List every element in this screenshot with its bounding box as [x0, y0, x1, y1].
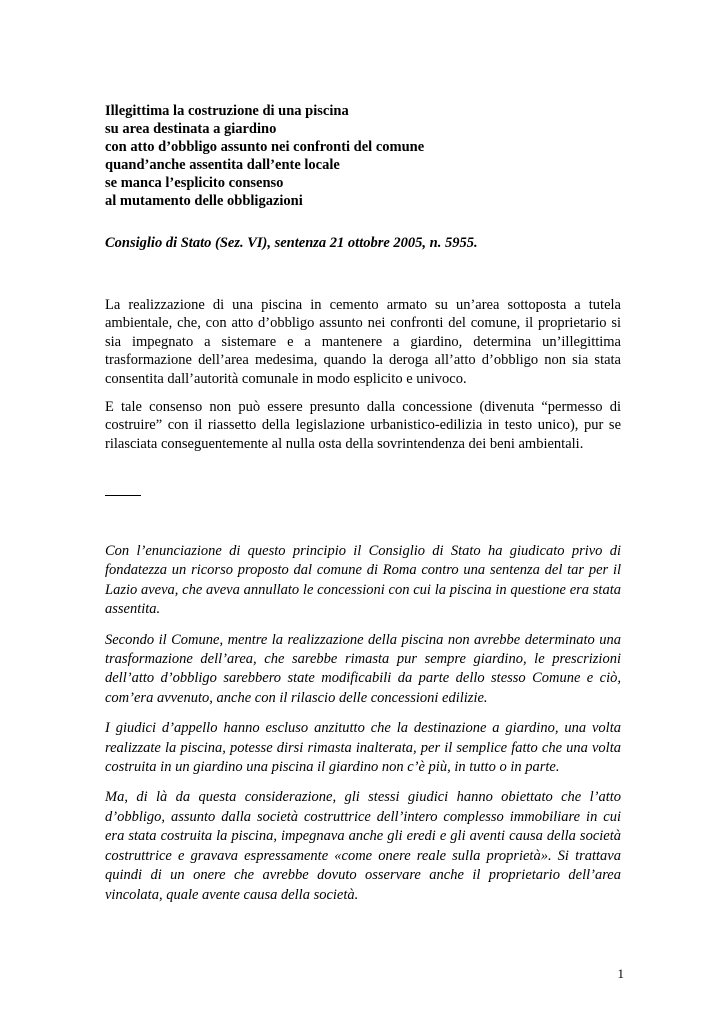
- document-title: [105, 102, 625, 210]
- commentary-section: [105, 542, 621, 916]
- case-citation: Consiglio di Stato (Sez. VI), sentenza 21 ottobre 2005, n. 5955.: [105, 235, 478, 251]
- commentary-paragraph: Ma, di là da questa considerazione, gli stessi giudici hanno obiettato che l’atto d’obbligo, assunto dalla società costruttrice dell’intero complesso immobiliare in cui era stata costruita la piscina, impegnava anche gli eredi e gli aventi causa della società costruttrice e gravava espressamente «come onere reale sulla proprietà». Si trattava quindi di un onere che avrebbe dovuto osservare anche il proprietario dell’area vincolata, quale avente causa della società.: [105, 789, 621, 903]
- summary-paragraph: E tale consenso non può essere presunto dalla concessione (divenuta “permesso di costruire” con il riassetto della legislazione urbanistico-edilizia in testo unico), pur se rilasciata conseguentemente al nulla osta della sovrintendenza dei beni ambientali.: [105, 399, 621, 452]
- commentary-paragraph: Con l’enunciazione di questo principio il Consiglio di Stato ha giudicato privo di fondatezza un ricorso proposto dal comune di Roma contro una sentenza del tar per il Lazio aveva, che aveva annullato le concessioni con cui la piscina in questione era stata assentita.: [105, 543, 621, 618]
- title-line: con atto d’obbligo assunto nei confronti del comune: [105, 139, 425, 155]
- title-line: Illegittima la costruzione di una piscina: [105, 103, 349, 119]
- section-separator: [105, 495, 141, 496]
- page-number: 1: [617, 966, 624, 981]
- title-line: su area destinata a giardino: [105, 121, 277, 137]
- commentary-paragraph: Secondo il Comune, mentre la realizzazione della piscina non avrebbe determinato una trasformazione dell’area, che sarebbe rimasta pur sempre giardino, le prescrizioni dell’atto d’obbligo sarebbero state modificabili da parte dello stesso Comune e ciò, com’era avvenuto, anche con il rilascio delle concessioni edilizie.: [105, 631, 621, 706]
- title-line: al mutamento delle obbligazioni: [105, 193, 303, 209]
- title-line: se manca l’esplicito consenso: [105, 175, 284, 191]
- commentary-paragraph: I giudici d’appello hanno escluso anzitutto che la destinazione a giardino, una volta realizzate la piscina, potesse dirsi rimasta inalterata, per il semplice fatto che una volta costruita in un giardino una piscina il giardino non c’è più, in tutto o in parte.: [105, 720, 621, 776]
- summary-section: [105, 296, 621, 463]
- title-line: quand’anche assentita dall’ente locale: [105, 157, 340, 173]
- summary-paragraph: La realizzazione di una piscina in cemento armato su un’area sottoposta a tutela ambientale, che, con atto d’obbligo assunto nei confronti del comune, il proprietario si sia impegnato a sistemare e a mantenere a giardino, determina un’illegittima trasformazione dell’area medesima, quando la deroga all’atto d’obbligo non sia stata consentita dall’autorità comunale in modo esplicito e univoco.: [105, 297, 621, 387]
